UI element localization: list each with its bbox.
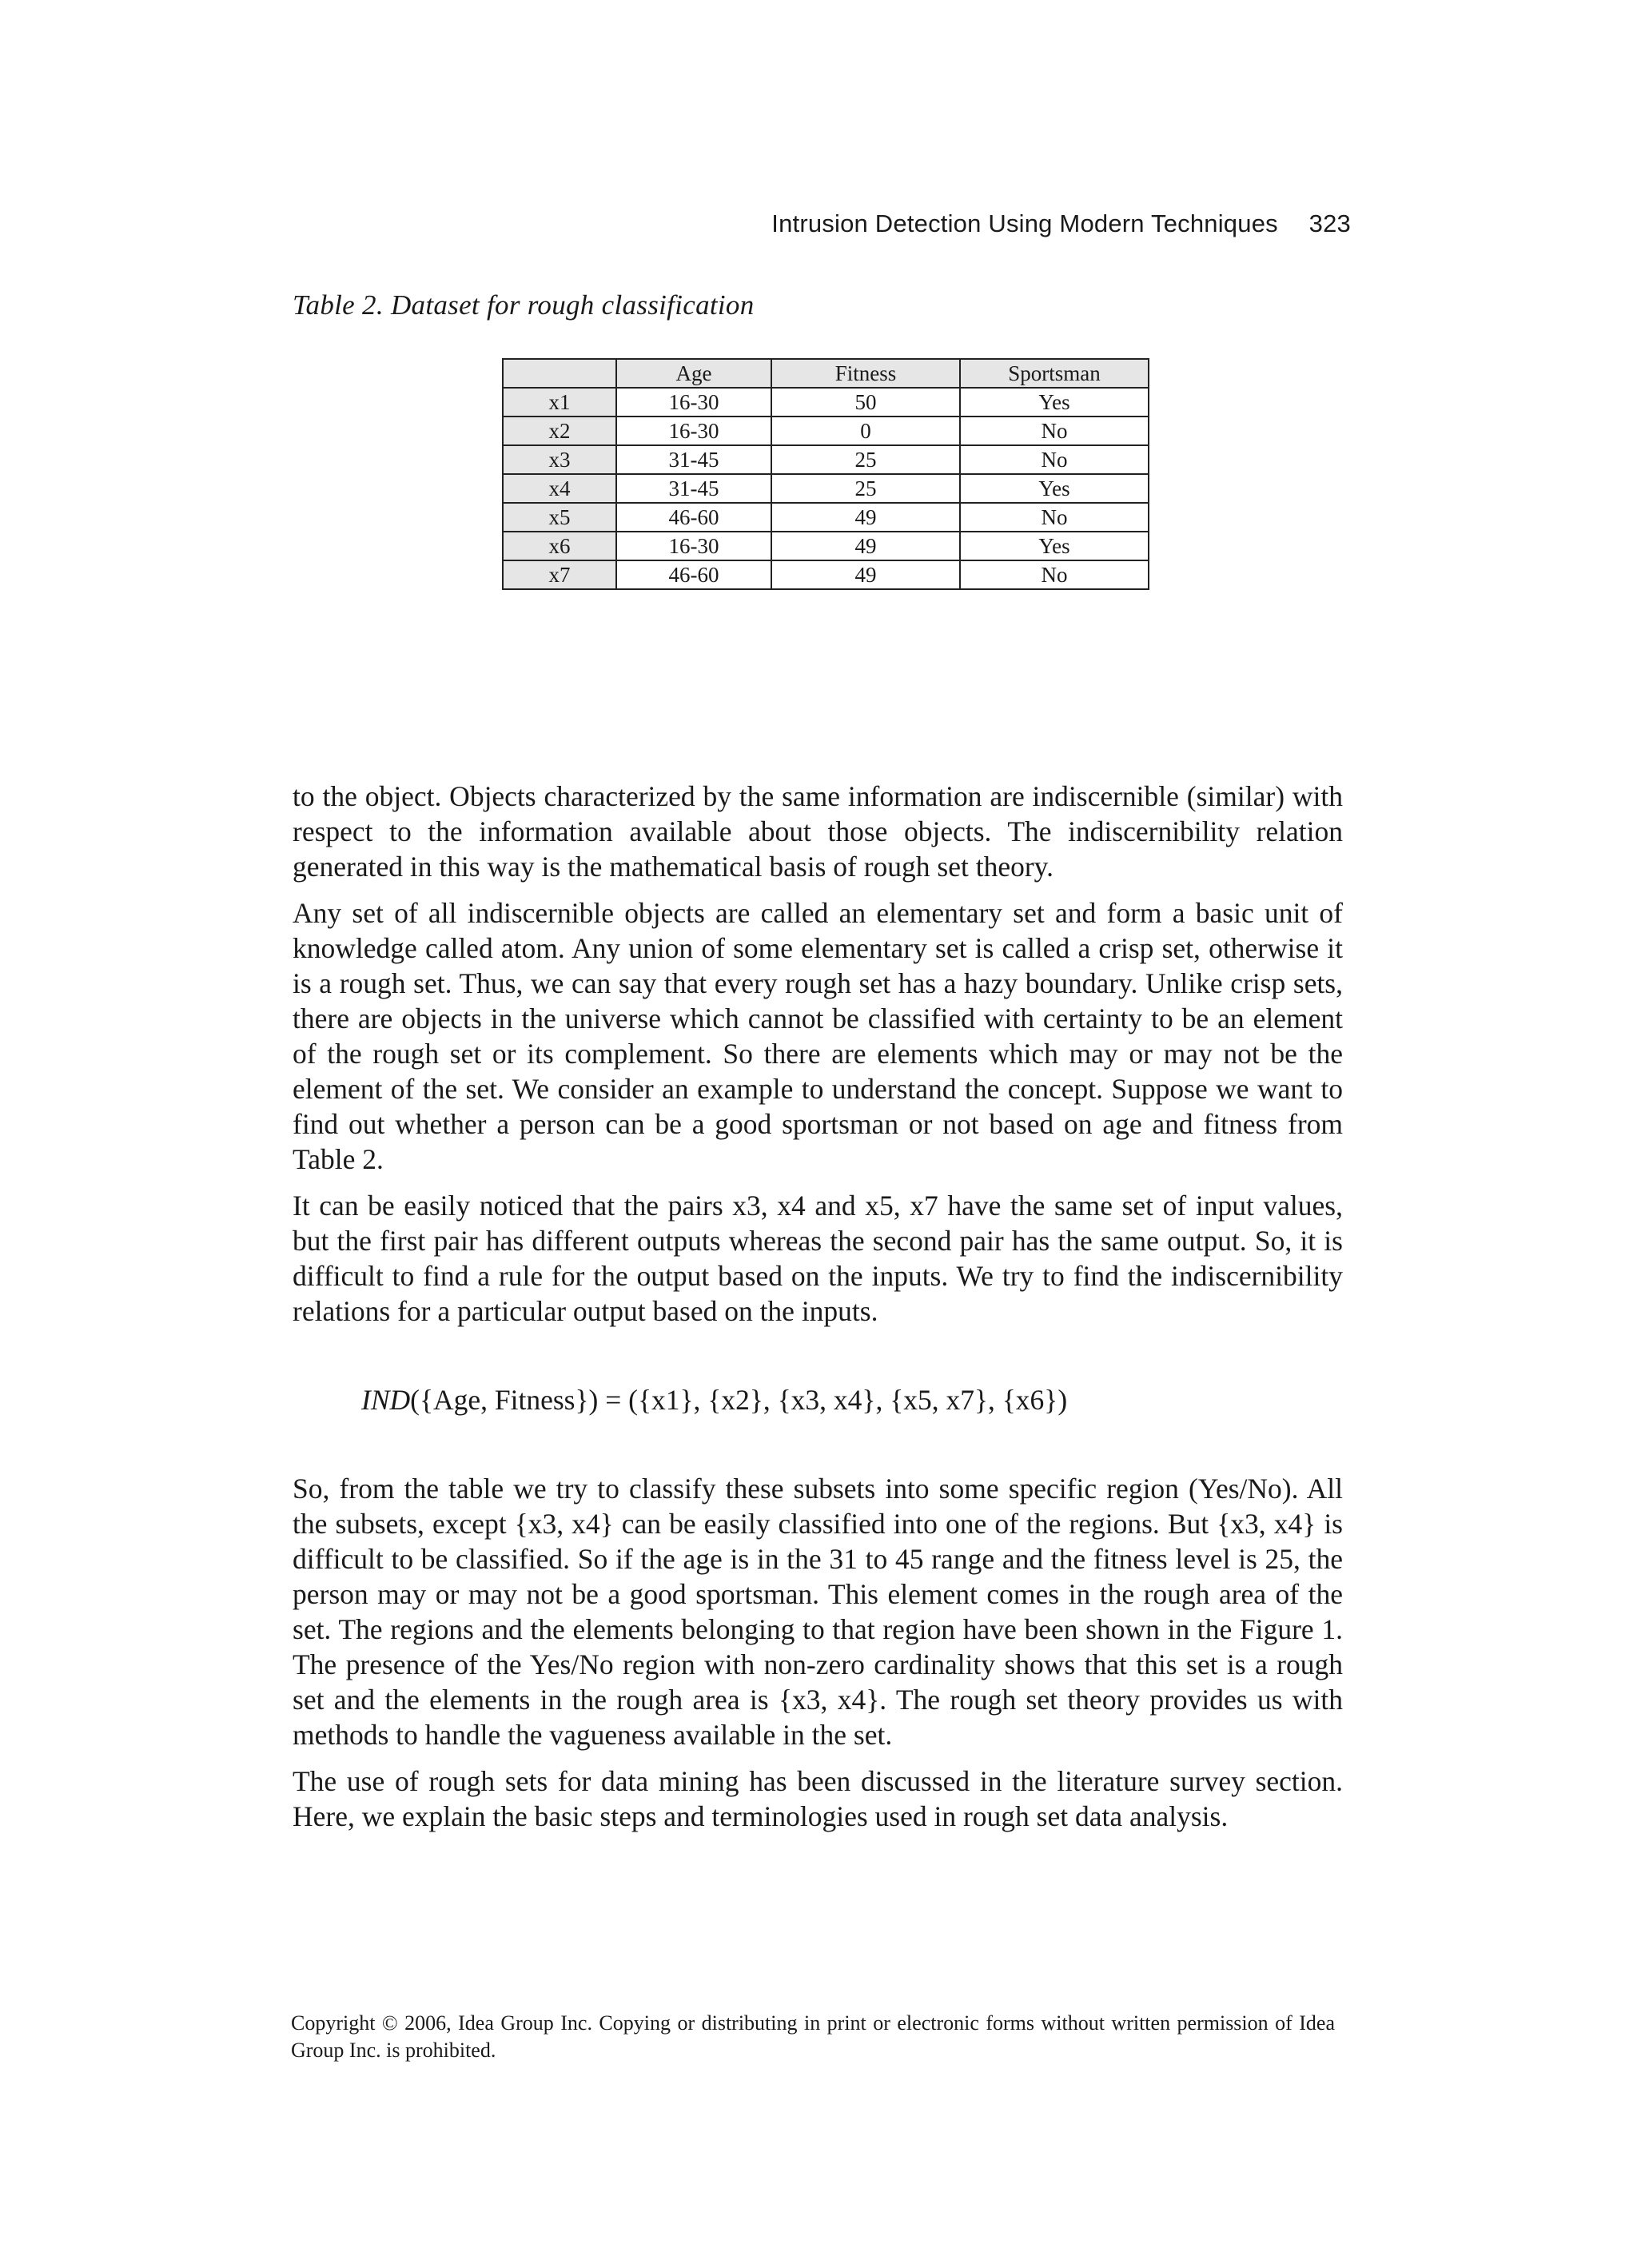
page-number: 323 (1308, 209, 1351, 237)
table-row (503, 417, 1149, 445)
body-text-block-2 (293, 1471, 1343, 1845)
object-id-cell: x4 (503, 474, 616, 503)
object-id-cell: x2 (503, 417, 616, 445)
fitness-cell: 25 (771, 474, 960, 503)
fitness-cell: 50 (771, 388, 960, 417)
table-caption: Table 2. Dataset for rough classification (293, 289, 755, 321)
paragraph: Any set of all indiscernible objects are called an elementary set and form a basic unit of knowledge called atom. Any union of some elementary set is called a crisp set, otherwise it is a rough set. Thus, we can say that every rough set has a hazy boundary. Unlike crisp sets, there are objects in the universe which cannot be classified with certainty to be an element of the rough set or its complement. So there are elements which may or may not be the element of the set. We consider an example to understand the concept. Suppose we want to find out whether a person can be a good sportsman or not based on age and fitness from Table 2. (293, 897, 1343, 1175)
sportsman-cell: No (960, 503, 1149, 532)
copyright-notice: Copyright © 2006, Idea Group Inc. Copying or distributing in print or electronic forms without written permission of Idea Group Inc. is prohibited. (291, 2011, 1335, 2062)
body-text-block-1 (293, 779, 1343, 1340)
object-id-cell: x6 (503, 532, 616, 560)
sportsman-cell: Yes (960, 474, 1149, 503)
paragraph: So, from the table we try to classify these subsets into some specific region (Yes/No). All the subsets, except {x3, x4} can be easily classified into one of the regions. But {x3, x4} is difficult to be classified. So if the age is in the 31 to 45 range and the fitness level is 25, the person may or may not be a good sportsman. This element comes in the rough area of the set. The regions and the elements belonging to that region have been shown in the Figure 1. The presence of the Yes/No region with non-zero cardinality shows that this set is a rough set and the elements in the rough area is {x3, x4}. The rough set theory provides us with methods to handle the vagueness available in the set. (293, 1473, 1343, 1751)
table-row (503, 503, 1149, 532)
table-header-row (503, 359, 1149, 388)
column-header-sportsman: Sportsman (960, 359, 1149, 388)
sportsman-cell: No (960, 560, 1149, 589)
age-cell: 31-45 (616, 445, 771, 474)
table-row (503, 560, 1149, 589)
object-id-cell: x5 (503, 503, 616, 532)
fitness-cell: 25 (771, 445, 960, 474)
object-id-cell: x1 (503, 388, 616, 417)
age-cell: 16-30 (616, 388, 771, 417)
sportsman-cell: No (960, 445, 1149, 474)
dataset-table (502, 358, 1149, 590)
table-row (503, 474, 1149, 503)
age-cell: 31-45 (616, 474, 771, 503)
running-title: Intrusion Detection Using Modern Techniques (771, 209, 1278, 237)
sportsman-cell: No (960, 417, 1149, 445)
age-cell: 46-60 (616, 503, 771, 532)
fitness-cell: 49 (771, 503, 960, 532)
age-cell: 46-60 (616, 560, 771, 589)
table-row (503, 445, 1149, 474)
table-row (503, 388, 1149, 417)
table-row (503, 532, 1149, 560)
column-header-object (503, 359, 616, 388)
running-header (771, 209, 1351, 238)
formula-function: IND (361, 1384, 411, 1416)
paragraph: It can be easily noticed that the pairs x3, x4 and x5, x7 have the same set of input values, but the first pair has different outputs whereas the second pair has the same output. So, it is difficult to find a rule for the output based on the inputs. We try to find the indiscernibility relations for a particular output based on the inputs. (293, 1190, 1343, 1327)
paragraph: The use of rough sets for data mining has been discussed in the literature survey section. Here, we explain the basic steps and terminologies used in rough set data analysis. (293, 1765, 1343, 1832)
paragraph: to the object. Objects characterized by the same information are indiscernible (similar) with respect to the information available about those objects. The indiscernibility relation generated in this way is the mathematical basis of rough set theory. (293, 780, 1343, 883)
sportsman-cell: Yes (960, 388, 1149, 417)
fitness-cell: 49 (771, 532, 960, 560)
object-id-cell: x7 (503, 560, 616, 589)
object-id-cell: x3 (503, 445, 616, 474)
indiscernibility-formula (361, 1383, 1067, 1417)
fitness-cell: 0 (771, 417, 960, 445)
column-header-fitness: Fitness (771, 359, 960, 388)
formula-expression: ({Age, Fitness}) = ({x1}, {x2}, {x3, x4}, {x5, x7}, {x6}) (410, 1384, 1068, 1416)
fitness-cell: 49 (771, 560, 960, 589)
sportsman-cell: Yes (960, 532, 1149, 560)
column-header-age: Age (616, 359, 771, 388)
age-cell: 16-30 (616, 532, 771, 560)
age-cell: 16-30 (616, 417, 771, 445)
